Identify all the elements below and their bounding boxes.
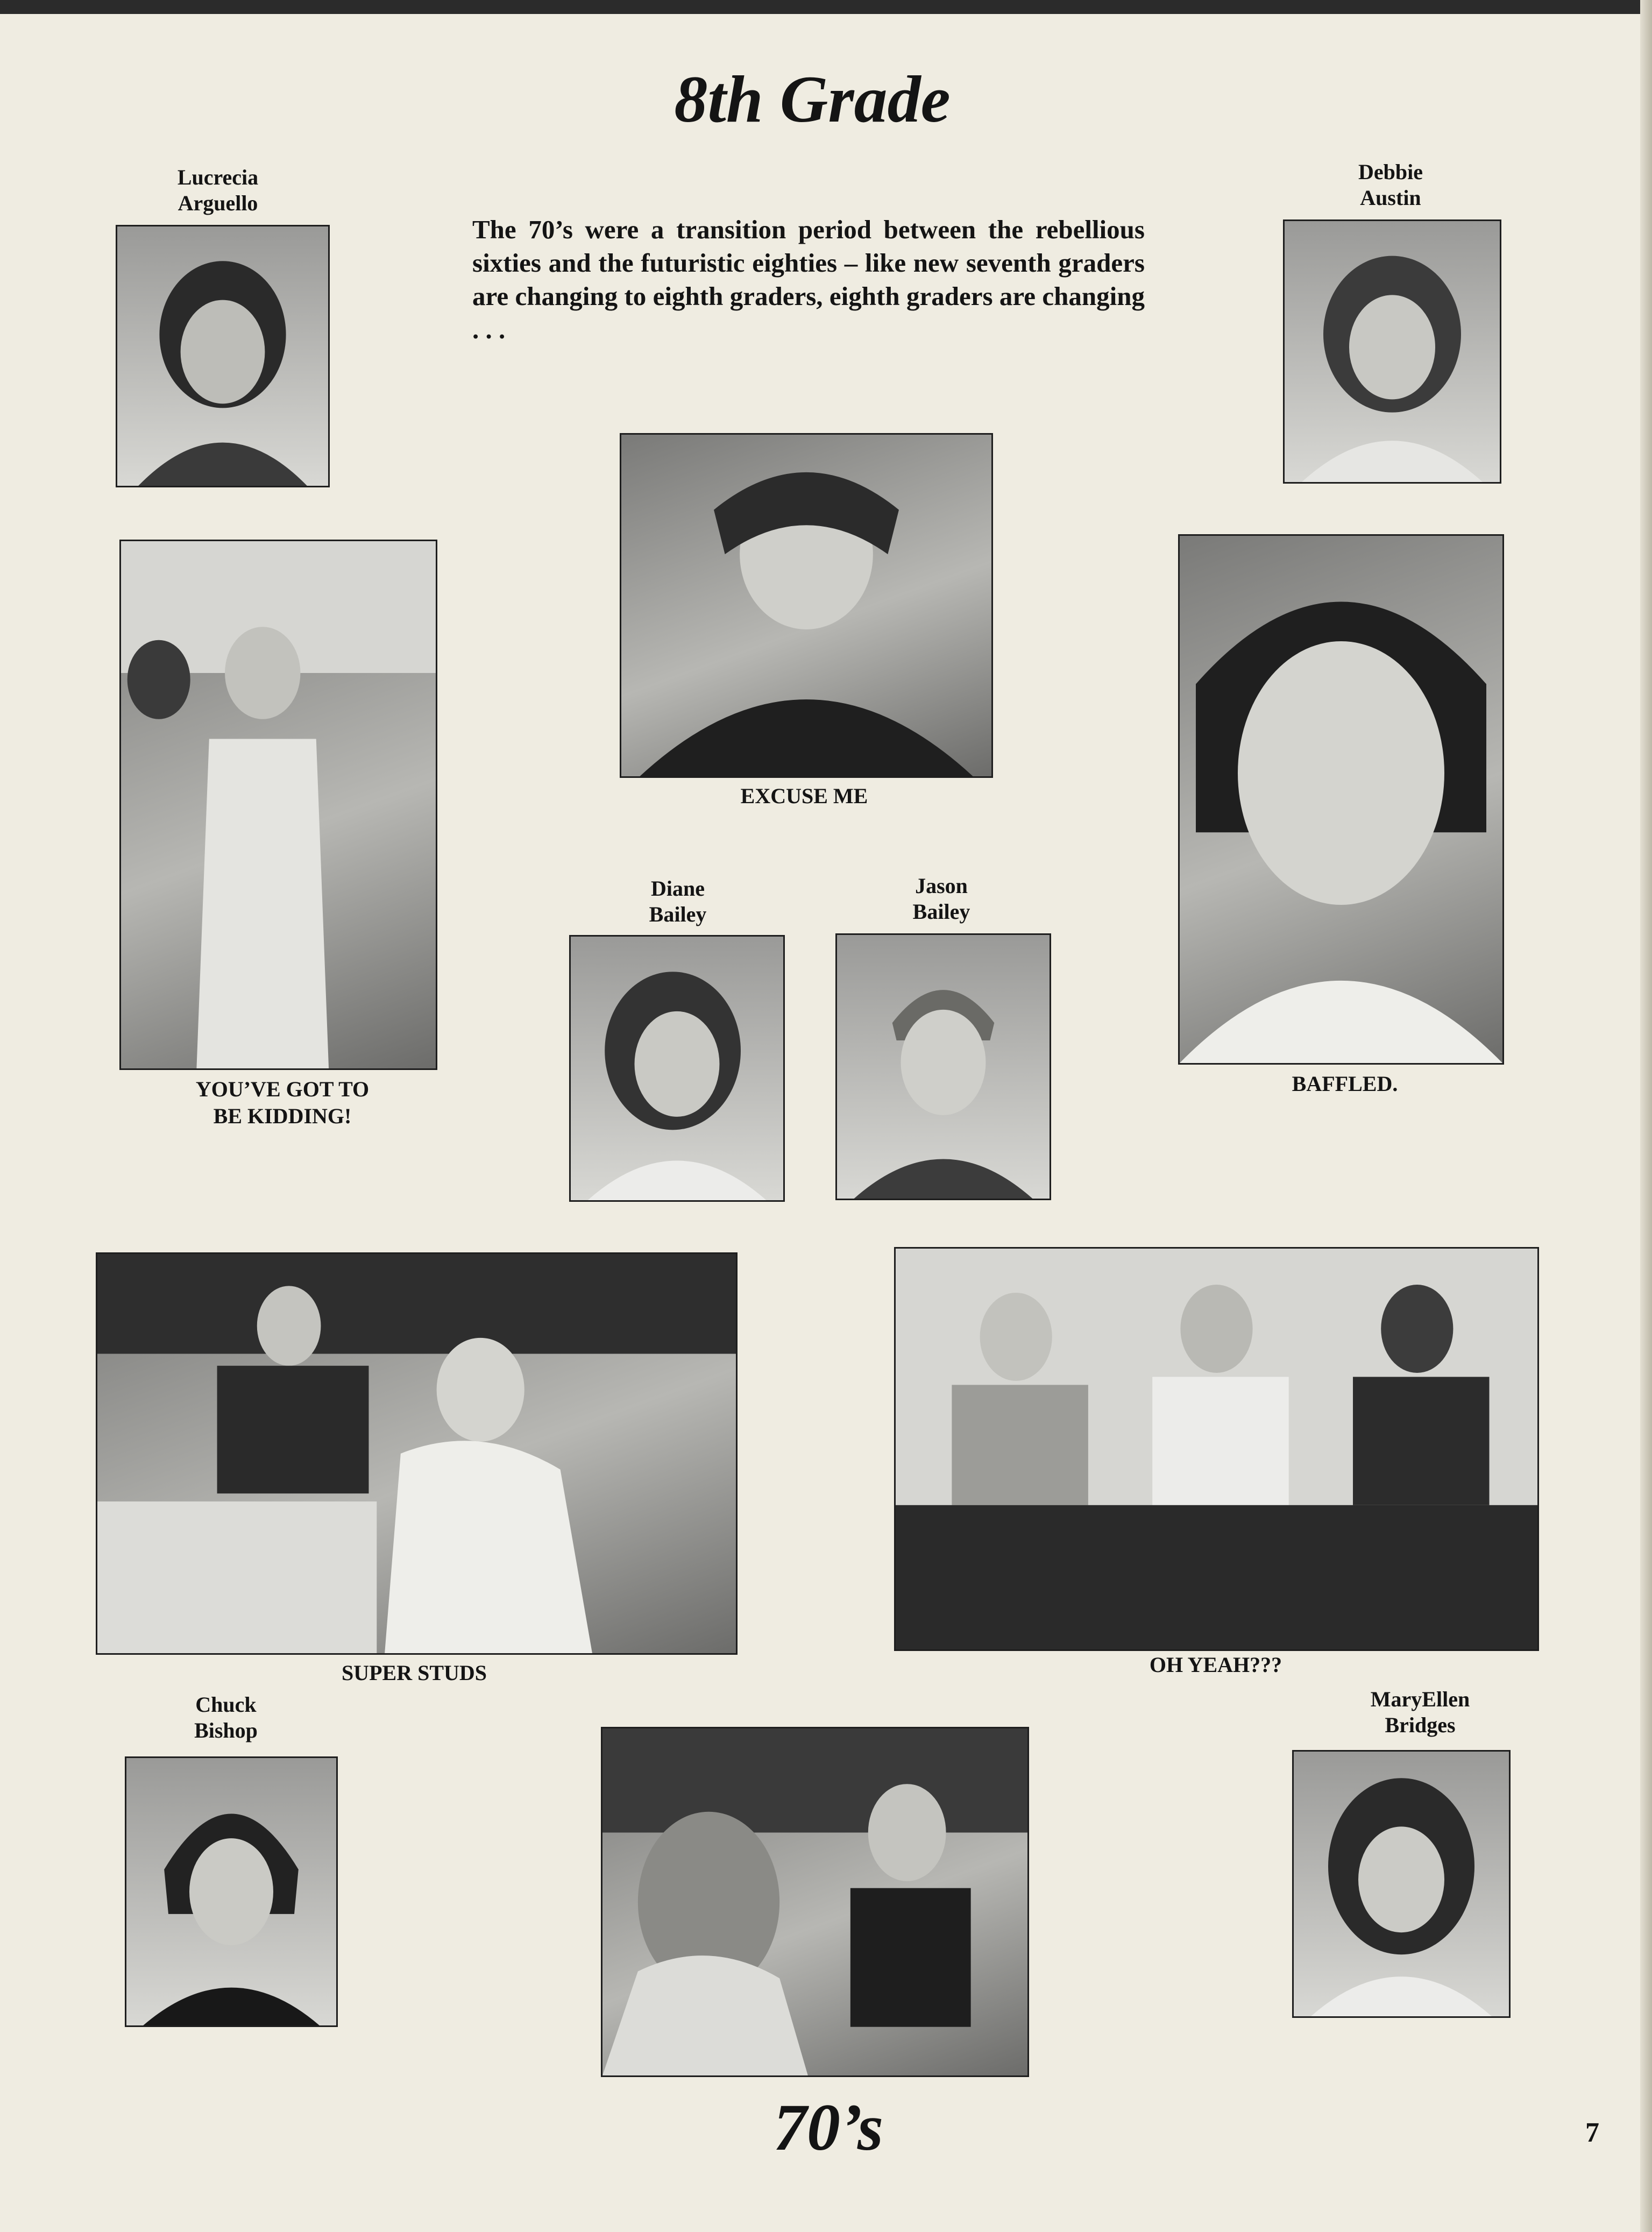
student-name-chuck-bishop: Chuck Bishop	[194, 1692, 258, 1742]
portrait-photo-jason-bailey	[835, 933, 1051, 1200]
portrait-photo-maryellen-bridges	[1292, 1750, 1511, 2018]
candid-photo-youve-got-to-be-kidding	[119, 540, 437, 1070]
candid-photo-classroom	[601, 1727, 1029, 2077]
candid-photo-baffled	[1178, 534, 1504, 1065]
candid-photo-excuse-me	[620, 433, 993, 778]
student-name-jason-bailey: Jason Bailey	[912, 874, 970, 924]
page-title: 8th Grade	[674, 62, 951, 136]
page-top-band	[0, 0, 1652, 14]
candid-photo-super-studs	[96, 1252, 738, 1655]
page-binding-edge	[1640, 0, 1652, 2232]
student-name-debbie-austin: Debbie Austin	[1358, 160, 1423, 210]
student-name-lucrecia-arguello: Lucrecia Arguello	[177, 165, 259, 215]
caption-oh-yeah: OH YEAH???	[1149, 1653, 1282, 1677]
page-number: 7	[1585, 2117, 1599, 2148]
portrait-photo-chuck-bishop	[125, 1756, 338, 2027]
candid-photo-oh-yeah	[894, 1247, 1539, 1651]
portrait-photo-debbie-austin	[1283, 219, 1501, 484]
portrait-photo-lucrecia-arguello	[116, 225, 330, 487]
student-name-maryellen-bridges: MaryEllen Bridges	[1370, 1687, 1470, 1737]
caption-youve-got-to-be-kidding: YOU’VE GOT TO BE KIDDING!	[195, 1077, 370, 1128]
caption-baffled: BAFFLED.	[1292, 1072, 1398, 1096]
portrait-photo-diane-bailey	[569, 935, 785, 1202]
student-name-diane-bailey: Diane Bailey	[649, 876, 707, 926]
caption-super-studs: SUPER STUDS	[341, 1661, 487, 1685]
intro-paragraph: The 70’s were a transition period between the rebellious sixties and the futuristic eighties – like new seventh graders are changing to eighth graders, eighth graders are changing . . .	[472, 215, 1145, 344]
caption-excuse-me: EXCUSE ME	[740, 784, 868, 808]
footer-decade-label: 70’s	[773, 2091, 884, 2164]
